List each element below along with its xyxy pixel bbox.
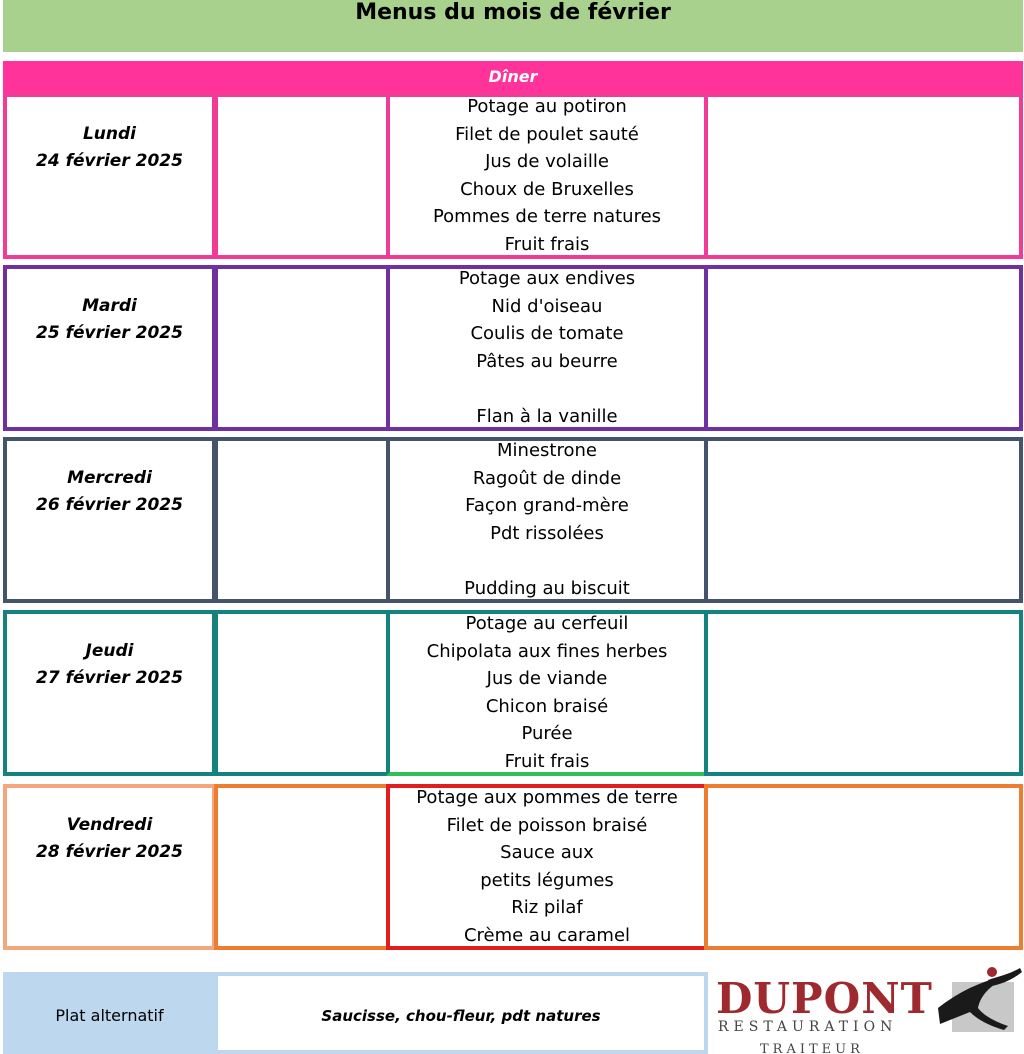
menu-list bbox=[390, 610, 704, 776]
empty-cell bbox=[704, 93, 1023, 259]
empty-cell bbox=[214, 784, 390, 950]
empty-cell bbox=[704, 610, 1023, 776]
meal-label: Dîner bbox=[488, 67, 538, 86]
menu-item: Façon grand-mère bbox=[465, 495, 629, 516]
menu-item: Pâtes au beurre bbox=[476, 350, 618, 372]
alternative-dish: Saucisse, chou-fleur, pdt natures bbox=[214, 972, 708, 1054]
menu-item: Potage au potiron bbox=[467, 96, 627, 117]
day-row-friday bbox=[3, 784, 1023, 950]
menu-item: Pommes de terre natures bbox=[432, 206, 662, 227]
day-label bbox=[3, 437, 216, 603]
day-label bbox=[3, 784, 216, 950]
day-name: Vendredi bbox=[66, 815, 153, 835]
page-title: Menus du mois de février bbox=[355, 0, 671, 25]
day-name: Mardi bbox=[82, 296, 137, 316]
menu-item: Pdt rissolées bbox=[490, 522, 604, 544]
logo-subtitle-2: TRAITEUR bbox=[760, 1042, 864, 1054]
menu-item: Flan à la vanille bbox=[476, 405, 618, 427]
empty-cell bbox=[214, 610, 390, 776]
menu-item: Jus de viande bbox=[486, 668, 608, 689]
menu-item: Chicon braisé bbox=[485, 695, 609, 717]
menu-list bbox=[390, 93, 704, 259]
empty-cell bbox=[214, 265, 390, 431]
menu-item: Choux de Bruxelles bbox=[460, 178, 634, 200]
page-title-bar bbox=[3, 0, 1023, 52]
menu-item: Potage aux pommes de terre bbox=[416, 787, 678, 808]
menu-item: Minestrone bbox=[497, 440, 597, 461]
menu-item: Chipolata aux fines herbes bbox=[426, 640, 668, 662]
menu-item: Filet de poulet sauté bbox=[455, 123, 639, 145]
dancer-logo-icon bbox=[938, 964, 1022, 1036]
meal-header bbox=[3, 61, 1023, 93]
logo-brand-name: DUPONT bbox=[716, 974, 933, 1023]
day-date: 26 février 2025 bbox=[36, 495, 183, 515]
empty-cell bbox=[704, 784, 1023, 950]
menu-item: Ragoût de dinde bbox=[472, 467, 622, 489]
day-row-monday bbox=[3, 93, 1023, 259]
day-date: 24 février 2025 bbox=[36, 151, 183, 171]
menu-list bbox=[390, 437, 704, 603]
menu-item: Fruit frais bbox=[504, 233, 590, 255]
menu-item: Sauce aux bbox=[500, 842, 594, 863]
day-row-tuesday bbox=[3, 265, 1023, 431]
day-row-wednesday bbox=[3, 437, 1023, 603]
day-date: 25 février 2025 bbox=[36, 323, 183, 343]
day-name: Jeudi bbox=[85, 641, 134, 661]
menu-item: Purée bbox=[521, 723, 573, 744]
menu-item: Fruit frais bbox=[504, 750, 590, 772]
alternative-label: Plat alternatif bbox=[3, 972, 216, 1054]
menu-item: petits légumes bbox=[480, 869, 614, 891]
menu-item: Riz pilaf bbox=[511, 897, 583, 918]
company-logo bbox=[706, 962, 1024, 1054]
menu-item: Filet de poisson braisé bbox=[446, 814, 648, 836]
menu-item bbox=[390, 375, 704, 403]
menu-item: Pudding au biscuit bbox=[464, 577, 630, 599]
empty-cell bbox=[704, 265, 1023, 431]
menu-item: Nid d'oiseau bbox=[491, 295, 603, 317]
day-label bbox=[3, 93, 216, 259]
day-name: Mercredi bbox=[67, 468, 152, 488]
day-date: 27 février 2025 bbox=[36, 668, 183, 688]
menu-list bbox=[390, 784, 704, 950]
menu-item: Potage aux endives bbox=[458, 268, 636, 289]
day-label bbox=[3, 265, 216, 431]
menu-item: Coulis de tomate bbox=[470, 323, 624, 344]
empty-cell bbox=[214, 437, 390, 603]
menu-item: Crème au caramel bbox=[463, 924, 631, 946]
menu-item bbox=[390, 547, 704, 575]
day-name: Lundi bbox=[82, 124, 137, 144]
menu-item: Jus de volaille bbox=[485, 151, 609, 172]
empty-cell bbox=[214, 93, 390, 259]
menu-item: Potage au cerfeuil bbox=[465, 613, 629, 634]
day-date: 28 février 2025 bbox=[36, 842, 183, 862]
menu-list bbox=[390, 265, 704, 431]
day-label bbox=[3, 610, 216, 776]
logo-subtitle: RESTAURATION bbox=[718, 1019, 898, 1035]
day-row-thursday bbox=[3, 610, 1023, 776]
empty-cell bbox=[704, 437, 1023, 603]
